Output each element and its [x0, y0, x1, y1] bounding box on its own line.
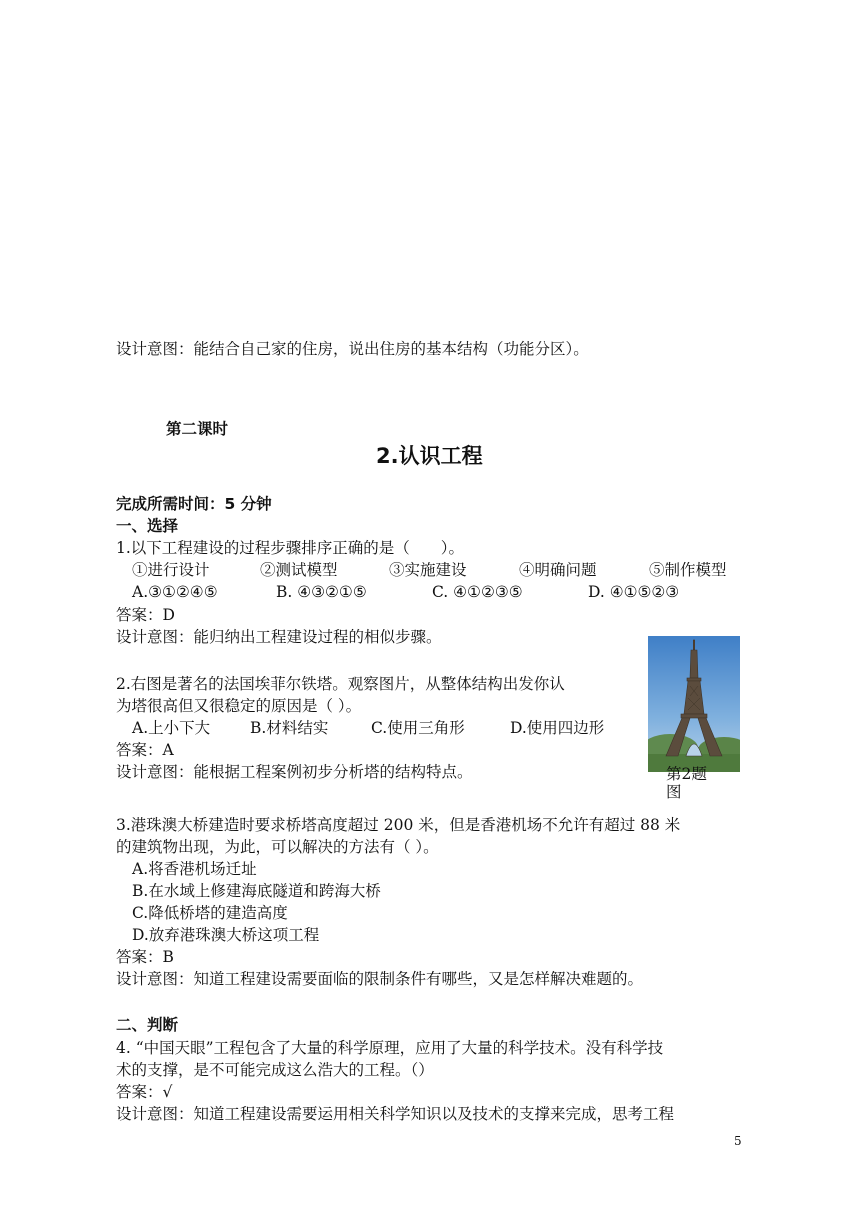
q4-answer: 答案：√ — [116, 1083, 173, 1101]
figure-caption-line-2: 图 — [666, 783, 682, 801]
q1-design-intent: 设计意图：能归纳出工程建设过程的相似步骤。 — [116, 628, 442, 646]
q3-answer: 答案：B — [116, 948, 174, 966]
question-3-stem-line-1: 3.港珠澳大桥建造时要求桥塔高度超过 200 米，但是香港机场不允许有超过 88 米 — [116, 816, 681, 834]
q1-option-b: B. ④③②①⑤ — [276, 583, 367, 601]
question-2-stem-line-2: 为塔很高但又很稳定的原因是（ ）。 — [116, 697, 362, 715]
q3-design-intent: 设计意图：知道工程建设需要面临的限制条件有哪些，又是怎样解决难题的。 — [116, 970, 644, 988]
q3-option-d: D.放弃港珠澳大桥这项工程 — [132, 926, 320, 944]
q1-option-c: C. ④①②③⑤ — [432, 583, 523, 601]
step-3: ③实施建设 — [389, 561, 467, 579]
q2-answer: 答案：A — [116, 741, 174, 759]
step-4: ④明确问题 — [519, 561, 597, 579]
q1-answer: 答案：D — [116, 606, 175, 624]
q1-option-d: D. ④①⑤②③ — [588, 583, 680, 601]
q2-design-intent: 设计意图：能根据工程案例初步分析塔的结构特点。 — [116, 763, 473, 781]
step-2: ②测试模型 — [260, 561, 338, 579]
design-intent-housing: 设计意图：能结合自己家的住房，说出住房的基本结构（功能分区）。 — [116, 340, 589, 358]
question-3-stem-line-2: 的建筑物出现，为此，可以解决的方法有（ ）。 — [116, 838, 439, 856]
q3-option-a: A.将香港机场迁址 — [132, 860, 257, 878]
figure-caption-line-1: 第2题 — [666, 765, 707, 783]
question-4-stem-line-2: 术的支撑，是不可能完成这么浩大的工程。（） — [116, 1061, 434, 1079]
page-title: 2.认识工程 — [376, 444, 483, 468]
step-5: ⑤制作模型 — [649, 561, 727, 579]
question-4-stem-line-1: 4. “中国天眼”工程包含了大量的科学原理，应用了大量的科学技术。没有科学技 — [116, 1039, 664, 1057]
page-number: 5 — [734, 1134, 742, 1148]
q2-option-a: A.上小下大 — [132, 719, 211, 737]
step-1: ①进行设计 — [132, 561, 210, 579]
q2-option-d: D.使用四边形 — [510, 719, 605, 737]
q3-option-b: B.在水域上修建海底隧道和跨海大桥 — [132, 882, 381, 900]
q4-design-intent: 设计意图：知道工程建设需要运用相关科学知识以及技术的支撑来完成，思考工程 — [116, 1105, 675, 1123]
section-choice-heading: 一、选择 — [116, 517, 179, 535]
question-2-stem-line-1: 2.右图是著名的法国埃菲尔铁塔。观察图片，从整体结构出发你认 — [116, 675, 565, 693]
section-judgement-heading: 二、判断 — [116, 1016, 179, 1034]
eiffel-tower-photo — [648, 636, 740, 772]
question-1-stem: 1.以下工程建设的过程步骤排序正确的是（ ）。 — [116, 539, 465, 557]
q3-option-c: C.降低桥塔的建造高度 — [132, 904, 288, 922]
time-required: 完成所需时间：5 分钟 — [116, 495, 272, 513]
q2-option-c: C.使用三角形 — [371, 719, 465, 737]
lesson-label: 第二课时 — [166, 420, 229, 438]
q2-option-b: B.材料结实 — [250, 719, 329, 737]
q1-option-a: A.③①②④⑤ — [132, 583, 218, 601]
